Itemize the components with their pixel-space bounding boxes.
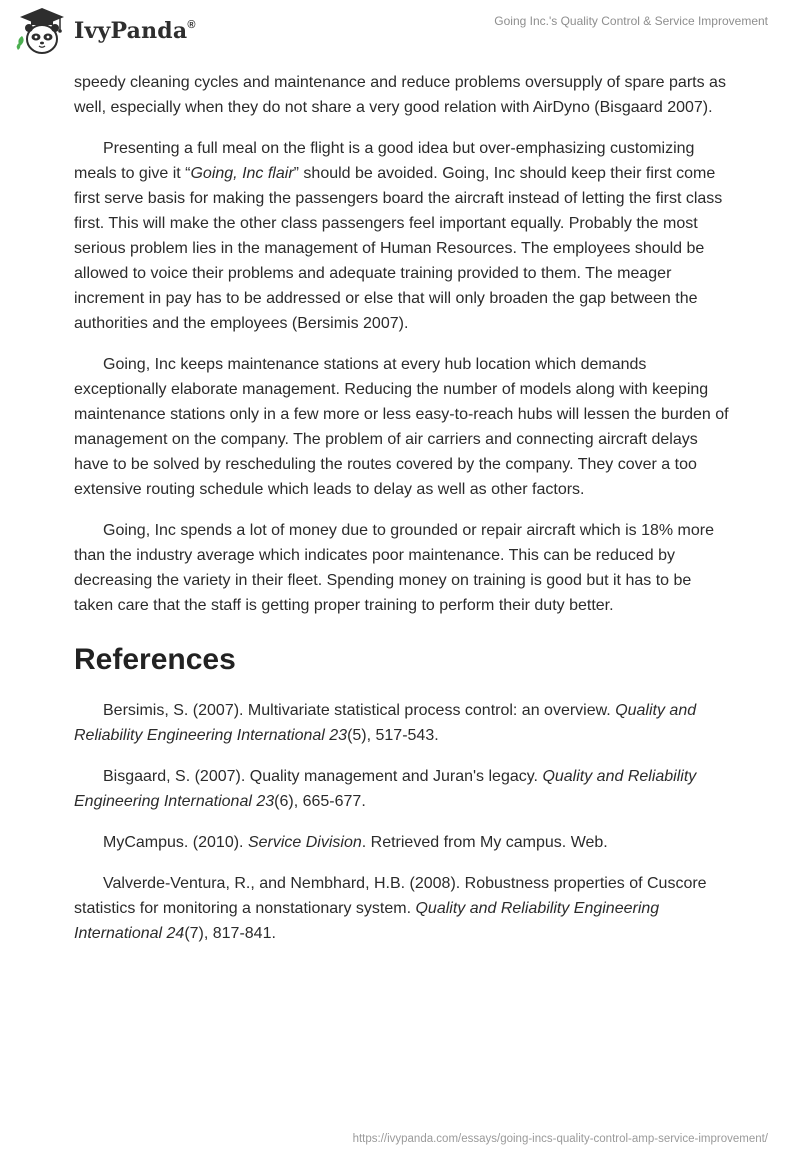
paragraph-4: Going, Inc spends a lot of money due to grounded or repair aircraft which is 18% more than the industry average which indicates poor maintenance. This can be reduced by decreasing the variety in their fleet. Spending money on training is good but it has to be taken care that the staff is getting proper training to perform their duty better.: [74, 522, 714, 614]
page-header: [0, 0, 800, 62]
reference-item: MyCampus. (2010). Service Division. Retrieved from My campus. Web.: [103, 834, 608, 851]
paragraph-1: speedy cleaning cycles and maintenance and reduce problems oversupply of spare parts as well, especially when they do not share a very good relation with AirDyno (Bisgaard 2007).: [74, 74, 726, 116]
paragraph-2: Presenting a full meal on the flight is a good idea but over-emphasizing customizing meals to give it “Going, Inc flair” should be avoided. Going, Inc should keep their first come first serve basis for making the passengers board the aircraft instead of letting the first class first. This will make the other class passengers feel important equally. Probably the most serious problem lies in the management of Human Resources. The employees should be allowed to voice their problems and adequate training provided to them. The meager increment in pay has to be addressed or else that will only broaden the gap between the authorities and the employees (Bersimis 2007).: [74, 140, 723, 332]
logo[interactable]: [14, 6, 196, 56]
source-url[interactable]: https://ivypanda.com/essays/going-incs-quality-control-amp-service-improvement/: [352, 1133, 768, 1145]
emphasis-text: Going, Inc flair: [190, 165, 294, 182]
references-heading: References: [74, 643, 236, 676]
reference-item: Bersimis, S. (2007). Multivariate statistical process control: an overview. Quality and Reliability Engineering International 23(5), 517-543.: [74, 702, 697, 744]
panda-logo-icon: [14, 6, 70, 56]
essay-content: [74, 70, 734, 962]
document-title: Going Inc.'s Quality Control & Service Improvement: [494, 14, 768, 28]
reference-item: Valverde-Ventura, R., and Nembhard, H.B. (2008). Robustness properties of Cuscore statistics for monitoring a nonstationary system. Quality and Reliability Engineering International 24(7), 817-841.: [74, 875, 707, 942]
reference-item: Bisgaard, S. (2007). Quality management and Juran's legacy. Quality and Reliability Engineering International 23(6), 665-677.: [74, 768, 697, 810]
paragraph-3: Going, Inc keeps maintenance stations at every hub location which demands exceptionally elaborate management. Reducing the number of models along with keeping maintenance stations only in a few more or less easy-to-reach hubs will lessen the burden of management on the company. The problem of air carriers and connecting aircraft delays have to be solved by rescheduling the routes covered by the company. They cover a too extensive routing schedule which leads to delay as well as other factors.: [74, 356, 729, 498]
brand-name: IvyPanda®: [74, 18, 196, 44]
